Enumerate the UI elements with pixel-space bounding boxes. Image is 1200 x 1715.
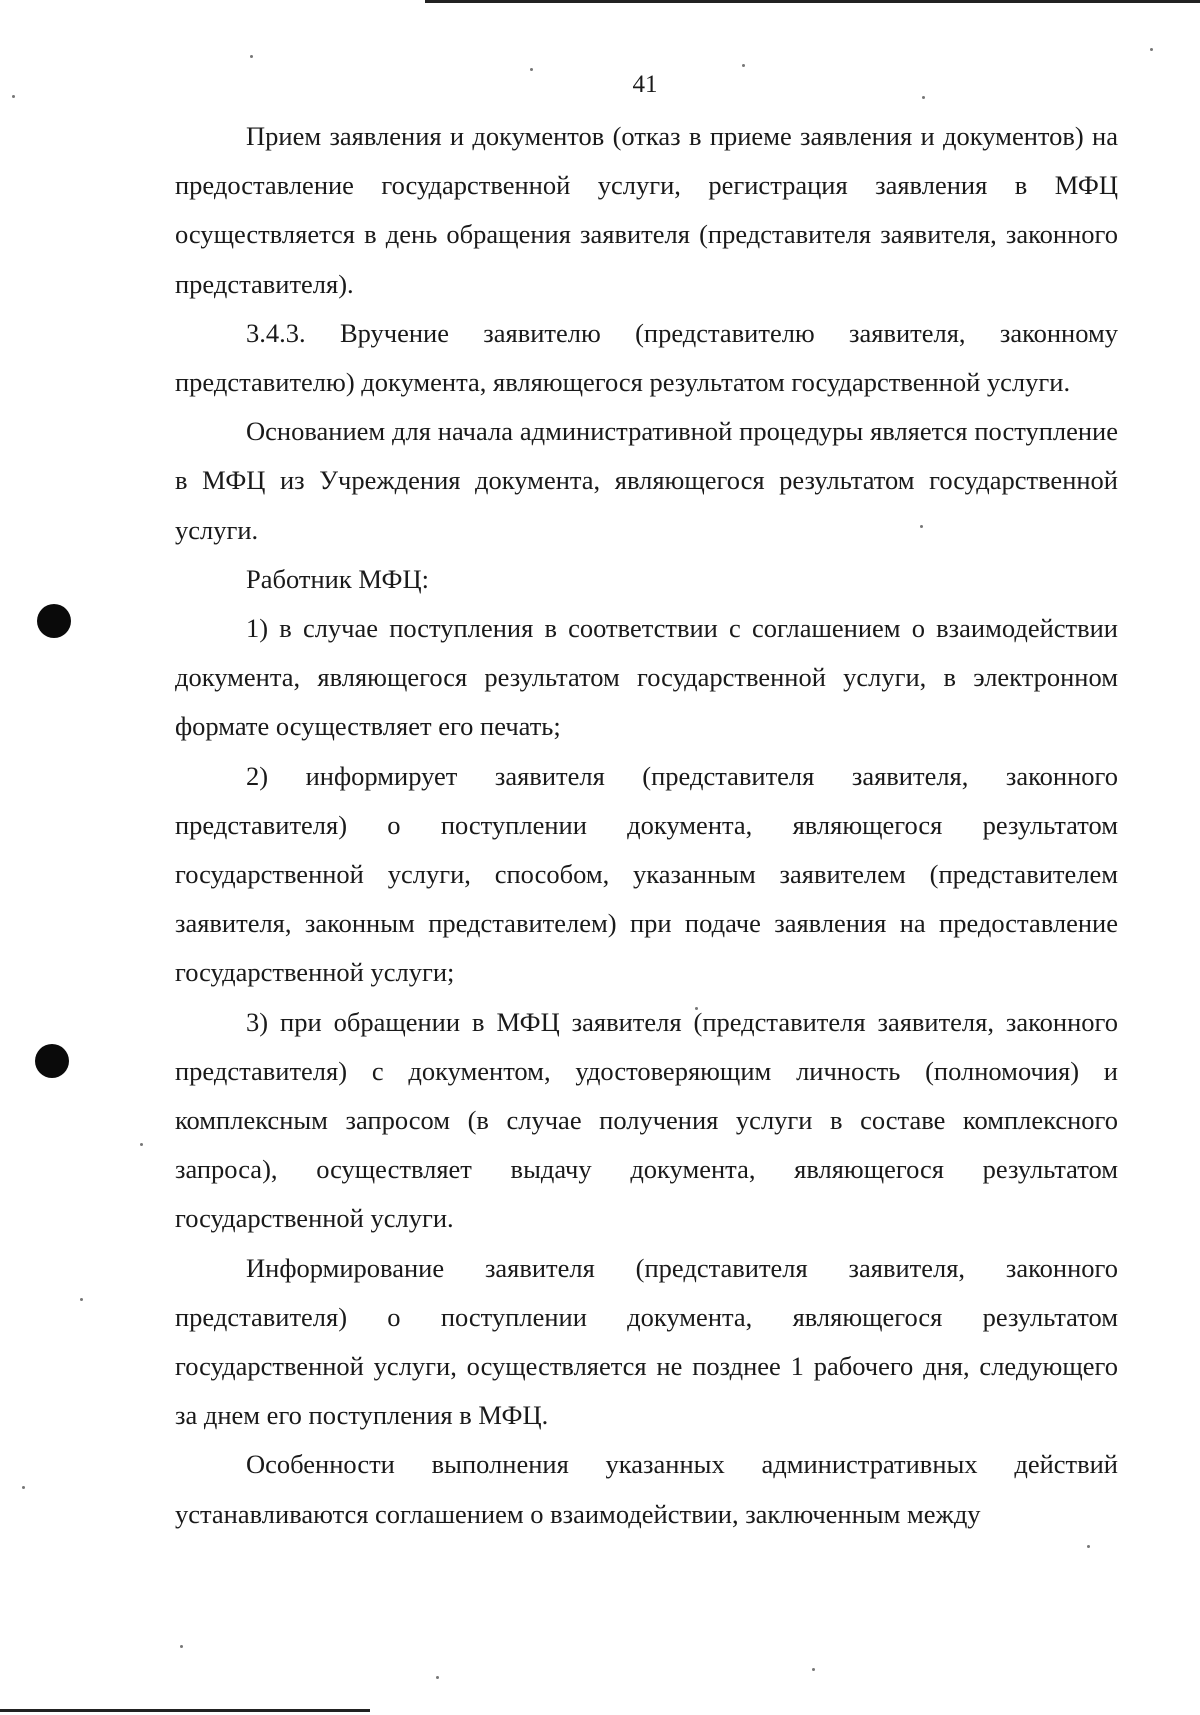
paragraph-1 [175,112,1118,309]
scan-top-border-line [425,0,1200,3]
paragraph-mfc-worker: Работник МФЦ: [246,563,429,594]
scan-speck [22,1486,25,1489]
scan-speck [80,1298,83,1301]
scan-speck [1087,1545,1090,1548]
scan-speck [250,55,253,58]
paragraph-section-3-4-3: 3.4.3. Вручение заявителю (представителю заявителя, законному представителю) документа, являющегося результатом государственной услуги. [175,317,1118,398]
scan-speck [812,1668,815,1671]
document-body [175,112,1118,1539]
punch-hole-mark [37,604,71,638]
list-item-1: 1) в случае поступления в соответствии с соглашением о взаимодействии документа, являющегося результатом государственной услуги, в электронном формате осуществляет его печать; [175,613,1118,742]
scan-speck [742,64,745,67]
scan-speck [140,1143,143,1146]
scan-speck [1150,48,1153,51]
scan-speck [436,1676,439,1679]
paragraph-1-lead: Прием заявления и документов [246,121,605,151]
paragraph-specifics: Особенности выполнения указанных административных действий устанавливаются соглашением о взаимодействии, заключенным между [175,1449,1118,1529]
punch-hole-mark [35,1044,69,1078]
list-item-3: 3) при обращении в МФЦ заявителя (представителя заявителя, законного представителя) с документом, удостоверяющим личность (полномочия) и комплексным запросом (в случае получения услуги в составе комплексного запроса), осуществляет выдачу документа, являющегося результатом государственной услуги. [175,1006,1118,1234]
page-number: 41 [632,71,658,98]
scan-bottom-border-line [0,1709,370,1712]
paragraph-procedure-basis: Основанием для начала административной процедуры является поступление в МФЦ из Учреждения документа, являющегося результатом государственной услуги. [175,416,1118,545]
list-item-2: 2) информирует заявителя (представителя заявителя, законного представителя) о поступлении документа, являющегося результатом государственной услуги, способом, указанным заявителем (представителем заявителя, законным представителем) при подаче заявления на предоставление государственной услуги; [175,760,1118,988]
paragraph-1-rest: (отказ в приеме заявления и документов) на предоставление государственной услуги, регистрация заявления в МФЦ осуществляется в день обращения заявителя (представителя заявителя, законного представителя). [175,121,1118,299]
paragraph-informing: Информирование заявителя (представителя заявителя, законного представителя) о поступлении документа, являющегося результатом государственной услуги, осуществляется не позднее 1 рабочего дня, следующего за днем его поступления в МФЦ. [175,1252,1118,1431]
scan-speck [180,1645,183,1648]
